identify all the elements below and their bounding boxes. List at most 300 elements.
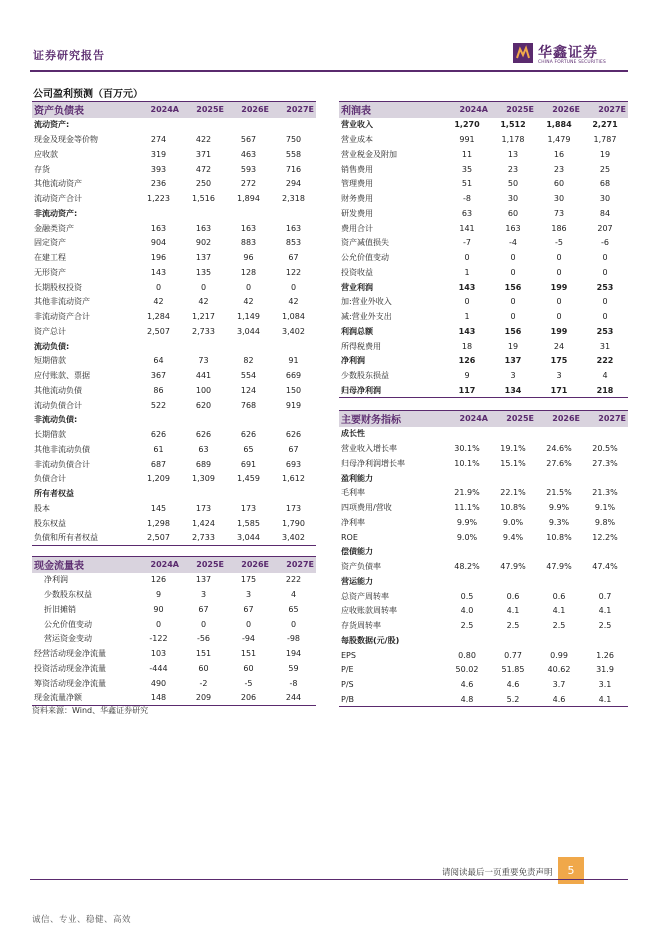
table-title: 主要财务指标 [339,411,444,427]
table-row [32,676,316,691]
cell-value: 5.2 [490,692,536,707]
row-label: 长期股权投资 [34,282,82,292]
row-label: 其他非流动负债 [34,444,90,454]
table-row [339,339,628,354]
cell-value [181,339,226,354]
cell-value: 522 [150,400,167,410]
table-row [339,236,628,251]
cell-value [490,471,536,486]
year-header: 2025E [181,557,226,573]
cell-value: 73 [198,356,209,366]
cell-value: 4.6 [536,692,582,707]
row-label: 管理费用 [341,179,373,189]
cell-value: 0.77 [504,650,522,660]
table-row [32,354,316,369]
row-label: 其他流动负债 [34,385,82,395]
cell-value: 3 [200,590,207,600]
year-header: 2026E [536,411,582,427]
cell-value: 250 [195,179,212,189]
cell-value: 1,084 [282,312,305,322]
row-label: 成长性 [341,429,365,439]
table-row [32,602,316,617]
cell-value: -98 [286,634,301,644]
table-row [32,250,316,265]
cell-value: -2 [199,678,208,688]
cell-value: 626 [150,430,167,440]
cell-value: 4.1 [506,606,520,616]
row-label: 在建工程 [34,253,66,263]
cell-value [226,413,271,428]
cell-value: 1,149 [237,312,260,322]
disclaimer-note: 请阅读最后一页重要免责声明 [442,868,553,878]
cell-value: 16 [553,149,565,159]
cell-value: 135 [195,267,212,277]
cell-value: 1 [464,267,470,277]
cell-value: 9 [464,371,470,381]
cell-value: 24.6% [546,444,572,454]
cell-value: 3,402 [282,326,305,336]
cell-value: -5 [555,238,563,248]
cell-value: 156 [504,326,522,336]
cell-value: 472 [195,164,212,174]
row-label: 流动负债合计 [34,400,82,410]
cell-value: 272 [240,179,257,189]
cell-value: 173 [240,503,257,513]
table-header-row [32,557,316,573]
cell-value: 21.3% [592,488,618,498]
cell-value [271,413,316,428]
row-label: 负债合计 [34,474,66,484]
cell-value: 50.02 [455,665,479,675]
cell-value: 0 [464,297,470,307]
cell-value: 768 [240,400,257,410]
year-header: 2026E [226,102,271,118]
table-title: 现金流量表 [32,557,136,573]
year-header: 2025E [181,102,226,118]
row-label: 存货周转率 [341,621,381,631]
row-label: 毛利率 [341,488,365,498]
row-label: 应付账款、票据 [34,371,90,381]
table-row [32,132,316,147]
logo-text-en: CHINA FORTUNE SECURITIES [538,60,606,65]
row-label: 营业收入 [341,120,373,130]
row-label: 盈利能力 [341,473,373,483]
cell-value: -7 [463,238,471,248]
table-row [339,618,628,633]
cell-value: 82 [243,356,254,366]
cell-value: 441 [195,371,212,381]
row-label: 存货 [34,164,50,174]
row-label: 非流动资产合计 [34,312,90,322]
cell-value: 991 [459,135,475,145]
company-logo [513,42,631,68]
cell-value: 150 [285,385,302,395]
row-label: 非流动资产: [34,208,78,218]
row-label: 四项费用/营收 [341,503,392,513]
row-label: 销售费用 [341,164,373,174]
cell-value: 60 [198,663,209,673]
cell-value: 126 [458,356,476,366]
cell-value: 371 [195,149,212,159]
cell-value: 294 [285,179,302,189]
row-label: 净利润 [341,356,365,366]
cell-value: 1,894 [237,194,260,204]
table-row [339,692,628,707]
cell-value: 4.8 [444,692,490,707]
cell-value: 0 [510,253,516,263]
cell-value: 1,585 [237,518,260,528]
cell-value: 2,271 [592,120,618,130]
cell-value: 0.6 [552,591,566,601]
cell-value: 490 [150,678,167,688]
cell-value: 59 [288,663,299,673]
cell-value: 209 [181,691,226,706]
cell-value: 0.7 [598,591,612,601]
cell-value: -56 [196,634,211,644]
cell-value: 126 [150,575,167,585]
cell-value: 103 [150,649,167,659]
cell-value: 2,507 [147,326,170,336]
cell-value: 1,217 [192,312,215,322]
cell-value [444,574,490,589]
cell-value: 3 [510,371,516,381]
row-label: 财务费用 [341,194,373,204]
cell-value: 73 [553,208,565,218]
row-label: 利润总额 [341,326,373,336]
cell-value: 2.5 [506,621,520,631]
cell-value: 3.1 [598,680,612,690]
cell-value: 163 [505,223,521,233]
cell-value: 3 [245,590,252,600]
cell-value: -444 [149,663,168,673]
cell-value: 11 [461,149,473,159]
table-row [32,295,316,310]
table-row [339,515,628,530]
cell-value: 42 [198,297,209,307]
row-label: 折旧摊销 [44,604,76,614]
table-row [339,559,628,574]
cash-flow-table [32,556,316,706]
table-row [339,604,628,619]
table-row [339,441,628,456]
row-label: 负债和所有者权益 [32,531,136,546]
cell-value: 1,309 [192,474,215,484]
cell-value: 0 [510,312,516,322]
row-label: P/S [341,680,354,690]
cell-value: 19.1% [500,444,526,454]
cell-value: 593 [240,164,257,174]
cell-value: 0 [556,312,562,322]
row-label: 股本 [34,503,50,513]
table-row [32,486,316,501]
row-label: 股东权益 [34,518,66,528]
cell-value [444,633,490,648]
table-row [32,427,316,442]
brand-mark-icon [513,43,533,63]
year-header: 2025E [490,411,536,427]
cell-value: 19 [599,149,611,159]
balance-sheet-table [32,101,316,546]
table-row [339,354,628,369]
table-row [339,589,628,604]
table-row [339,221,628,236]
cell-value: 1,178 [501,135,525,145]
cell-value: 50 [507,179,519,189]
cell-value: 134 [490,383,536,398]
cell-value: 9.0% [456,532,478,542]
cell-value: 3,044 [226,531,271,546]
cell-value: 626 [195,430,212,440]
cell-value: 171 [536,383,582,398]
table-row [32,691,316,706]
cell-value: 9.0% [502,517,524,527]
cell-value: 68 [599,179,611,189]
cell-value: -8 [463,194,471,204]
cell-value: 902 [195,238,212,248]
cell-value: 620 [195,400,212,410]
row-label: 现金流量净额 [32,691,136,706]
row-label: 资产负债率 [341,562,381,572]
cell-value: 86 [153,385,164,395]
cell-value: 137 [195,575,212,585]
cell-value: 145 [150,503,167,513]
cell-value: 0 [200,282,207,292]
cell-value: 9.9% [548,503,570,513]
table-row [339,250,628,265]
row-label: 非流动负债合计 [34,459,90,469]
cell-value [536,427,582,442]
row-label: 金融类资产 [34,223,74,233]
year-header: 2024A [444,102,490,118]
cell-value: 0 [556,267,562,277]
cell-value [582,574,628,589]
table-row [32,587,316,602]
cell-value: 10.1% [454,458,480,468]
cell-value: 2,733 [192,326,215,336]
cell-value [271,339,316,354]
row-label: 长期借款 [34,430,66,440]
cell-value: 63 [198,444,209,454]
cell-value [536,545,582,560]
cell-value [136,118,181,133]
cell-value: 463 [240,149,257,159]
cell-value [226,339,271,354]
row-label: P/B [339,692,444,707]
cell-value: 669 [285,371,302,381]
cell-value: 3,402 [271,531,316,546]
cell-value: 367 [150,371,167,381]
cell-value: 9.8% [594,517,616,527]
cell-value: 206 [226,691,271,706]
cell-value: 30 [507,194,519,204]
table-row [32,398,316,413]
cell-value: 100 [195,385,212,395]
cell-value: -8 [289,678,298,688]
table-header-row [339,411,628,427]
cell-value [181,413,226,428]
row-label: 资产减值损失 [341,238,389,248]
table-row [32,442,316,457]
cell-value: 42 [153,297,164,307]
cell-value: 67 [243,604,254,614]
cell-value: 1,479 [547,135,571,145]
cell-value: 148 [136,691,181,706]
row-label: 经营活动现金净流量 [34,649,106,659]
table-row [339,486,628,501]
table-row [32,383,316,398]
footer-divider [30,879,628,880]
cell-value: 0 [556,253,562,263]
row-label: 归母净利润 [339,383,444,398]
cell-value: 1,516 [192,194,215,204]
year-header: 2024A [136,102,181,118]
cell-value: 4.6 [460,680,474,690]
row-label: 投资收益 [341,267,373,277]
cell-value: 40.62 [547,665,571,675]
cell-value: 31.9 [596,665,614,675]
table-row [32,457,316,472]
cell-value: 15.1% [500,458,526,468]
table-row [32,646,316,661]
table-row [32,221,316,236]
table-row [339,295,628,310]
logo-text-cn: 华鑫证券 [538,45,598,61]
row-label: 营业收入增长率 [341,444,397,454]
cell-value: 42 [288,297,299,307]
table-row [339,648,628,663]
table-row [32,632,316,647]
table-row [32,617,316,632]
cell-value: 222 [285,575,302,585]
cell-value: 27.6% [546,458,572,468]
cell-value: 554 [240,371,257,381]
cell-value: 173 [285,503,302,513]
cell-value [490,545,536,560]
table-row [339,383,628,398]
cell-value: 274 [150,135,167,145]
cell-value: 196 [150,253,167,263]
row-label: 总资产周转率 [341,591,389,601]
cell-value: 2.5 [552,621,566,631]
row-label: 所有者权益 [34,489,74,499]
footer-motto: 诚信、专业、稳健、高效 [32,915,132,925]
cell-value [226,486,271,501]
cell-value: 3.7 [552,680,566,690]
cell-value: 4.1 [582,692,628,707]
cell-value: 1,512 [500,120,526,130]
cell-value: 853 [285,238,302,248]
row-label: 偿债能力 [341,547,373,557]
cell-value: 0 [200,619,207,629]
cell-value: 84 [599,208,611,218]
row-label: 研发费用 [341,208,373,218]
cell-value: 175 [550,356,568,366]
cell-value: 163 [150,223,167,233]
table-row [339,265,628,280]
cell-value: 207 [597,223,613,233]
year-header: 2027E [582,102,628,118]
table-row [32,324,316,339]
cell-value: 1,270 [454,120,480,130]
row-label: 非流动负债: [34,415,78,425]
cell-value: 626 [285,430,302,440]
cell-value: 1,209 [147,474,170,484]
cell-value: 2.5 [460,621,474,631]
cell-value: 65 [243,444,254,454]
cell-value: 67 [198,604,209,614]
table-row [339,177,628,192]
cell-value: 691 [240,459,257,469]
cell-value: -122 [149,634,168,644]
cell-value: 0.80 [458,650,476,660]
cell-value: 61 [153,444,164,454]
cell-value: 0.6 [506,591,520,601]
cell-value: 253 [596,326,614,336]
page-number-badge: 5 [558,857,584,884]
cell-value [444,545,490,560]
cell-value: 393 [150,164,167,174]
cell-value: 60 [553,179,565,189]
cell-value: 124 [240,385,257,395]
cell-value: 4.1 [598,606,612,616]
cell-value [271,486,316,501]
year-header: 2024A [136,557,181,573]
table-title: 利润表 [339,102,444,118]
cell-value: 35 [461,164,473,174]
table-row [32,147,316,162]
year-header: 2027E [271,102,316,118]
table-row [32,191,316,206]
cell-value: 0 [602,297,608,307]
table-row [339,147,628,162]
cell-value: 22.1% [500,488,526,498]
cell-value: 30 [599,194,611,204]
cell-value: 96 [243,253,254,263]
cell-value: 0 [602,253,608,263]
table-row [32,339,316,354]
cell-value: 0 [290,282,297,292]
cell-value [582,545,628,560]
cell-value: 117 [444,383,490,398]
row-label: 归母净利润增长率 [341,458,405,468]
table-row [32,472,316,487]
row-label: 公允价值变动 [44,619,92,629]
cell-value: 4.6 [506,680,520,690]
cell-value: 122 [285,267,302,277]
table-row [339,545,628,560]
cell-value: 1.26 [596,650,614,660]
table-row [32,661,316,676]
cell-value: 0 [556,297,562,307]
cell-value: 156 [504,282,522,292]
header-divider [30,70,628,72]
cell-value: 143 [458,282,476,292]
row-label: 流动负债: [34,341,70,351]
cell-value: 60 [243,663,254,673]
table-row [339,206,628,221]
table-row [32,573,316,588]
row-label: 应收款 [34,149,58,159]
cell-value: 137 [195,253,212,263]
year-header: 2027E [582,411,628,427]
report-type-label: 证券研究报告 [33,49,105,62]
cell-value: 143 [458,326,476,336]
cell-value: 319 [150,149,167,159]
table-row [339,677,628,692]
table-row [339,324,628,339]
cell-value: 1,284 [147,312,170,322]
cell-value: 151 [195,649,212,659]
